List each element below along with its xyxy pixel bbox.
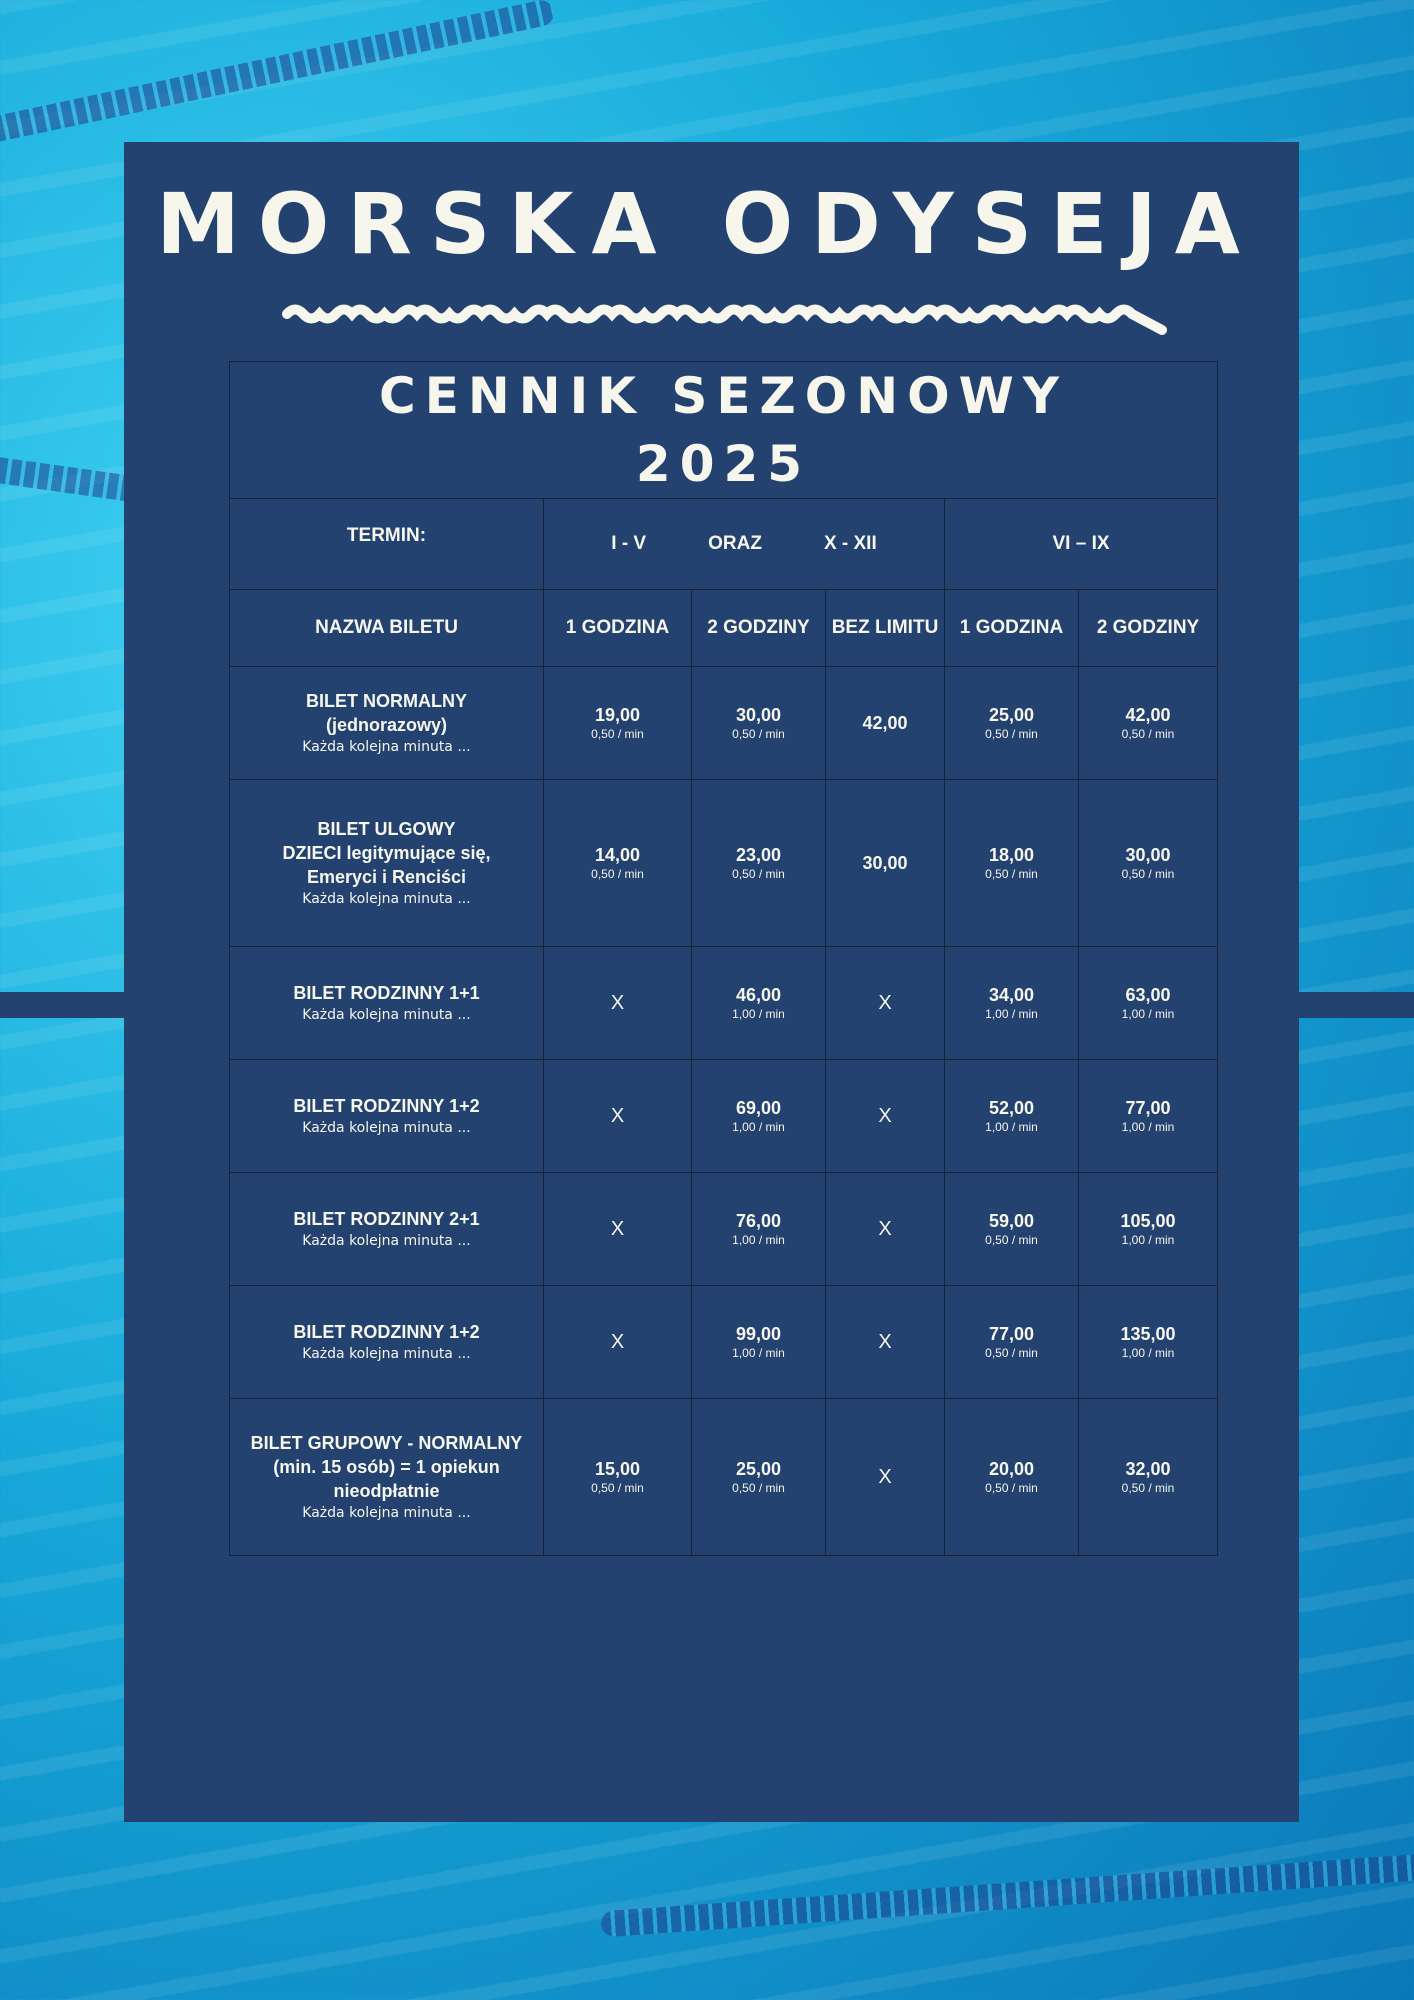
not-available-mark: X: [878, 1217, 892, 1240]
per-minute-rate: 1,00 / min: [732, 1346, 785, 1360]
price-value: 32,00: [1125, 1459, 1171, 1479]
ticket-name-cell: [230, 1286, 544, 1399]
price-cell: [945, 1173, 1079, 1286]
per-minute-rate: 0,50 / min: [591, 727, 644, 741]
price-value: 23,00: [735, 845, 782, 865]
per-minute-rate: 1,00 / min: [732, 1007, 785, 1021]
ticket-name: BILET RODZINNY 1+1: [293, 983, 480, 1003]
per-minute-rate: 1,00 / min: [1121, 1233, 1175, 1247]
ticket-name: BILET RODZINNY 2+1: [293, 1209, 480, 1229]
price-cell: [826, 1399, 945, 1556]
ticket-name: BILET NORMALNY: [306, 691, 467, 711]
per-minute-rate: 1,00 / min: [1121, 1007, 1175, 1021]
price-cell: [544, 667, 692, 780]
price-cell: [544, 1060, 692, 1173]
price-value: 18,00: [988, 845, 1035, 865]
col-header: BEZ LIMITU: [826, 590, 945, 667]
lane-rope: [600, 1849, 1414, 1938]
ticket-note: Każda kolejna minuta ...: [302, 739, 471, 755]
lane-rope: [0, 0, 556, 148]
page-title: MORSKA ODYSEJA: [156, 175, 1258, 273]
price-value: 59,00: [988, 1211, 1035, 1231]
not-available-mark: X: [610, 1104, 625, 1127]
price-cell: [826, 947, 945, 1060]
price-cell: [945, 947, 1079, 1060]
table-row: [230, 947, 1218, 1060]
not-available-mark: X: [878, 1104, 892, 1127]
price-value: 20,00: [988, 1459, 1035, 1479]
price-cell: [945, 667, 1079, 780]
price-value: 25,00: [988, 705, 1035, 725]
price-cell: [692, 947, 826, 1060]
per-minute-rate: 0,50 / min: [985, 867, 1038, 881]
ticket-name-cell: [230, 780, 544, 947]
ticket-name-cell: [230, 1060, 544, 1173]
table-heading: [230, 362, 1218, 499]
per-minute-rate: 1,00 / min: [732, 1120, 785, 1134]
price-cell: [1079, 1399, 1218, 1556]
price-cell: [1079, 1173, 1218, 1286]
price-cell: [826, 1173, 945, 1286]
price-cell: [692, 1173, 826, 1286]
price-value: 52,00: [988, 1098, 1035, 1118]
price-cell: [692, 1286, 826, 1399]
price-cell: [544, 1286, 692, 1399]
per-minute-rate: 1,00 / min: [1121, 1120, 1175, 1134]
price-value: 30,00: [862, 853, 908, 873]
price-value: 105,00: [1120, 1211, 1176, 1231]
period-a-from: I - V: [611, 533, 647, 554]
col-header: 1 GODZINA: [945, 590, 1079, 667]
not-available-mark: X: [610, 1217, 625, 1240]
table-row: [230, 780, 1218, 947]
per-minute-rate: 0,50 / min: [732, 727, 785, 741]
ticket-note: Każda kolejna minuta ...: [302, 1346, 471, 1362]
price-cell: [544, 780, 692, 947]
ticket-note: Każda kolejna minuta ...: [302, 1007, 471, 1023]
ticket-name: BILET RODZINNY 1+2: [293, 1322, 480, 1342]
price-value: 77,00: [988, 1324, 1035, 1344]
price-value: 34,00: [988, 985, 1035, 1005]
ticket-name-cell: [230, 1173, 544, 1286]
wave-divider: [282, 300, 1167, 340]
not-available-mark: X: [610, 1330, 625, 1353]
heading-line: CENNIK SEZONOWY: [379, 367, 1068, 425]
price-value: 69,00: [735, 1098, 782, 1118]
price-cell: [826, 1286, 945, 1399]
price-value: 76,00: [735, 1211, 782, 1231]
table-row: [230, 1173, 1218, 1286]
price-value: 14,00: [594, 845, 641, 865]
price-table: [229, 361, 1218, 1556]
price-value: 42,00: [862, 713, 908, 733]
price-cell: [1079, 667, 1218, 780]
termin-label: TERMIN:: [346, 525, 427, 546]
ticket-name: (min. 15 osób) = 1 opiekun: [273, 1457, 500, 1477]
period-a-joiner: ORAZ: [708, 533, 762, 554]
price-value: 19,00: [594, 705, 641, 725]
per-minute-rate: 0,50 / min: [1121, 1481, 1175, 1495]
price-value: 30,00: [735, 705, 782, 725]
per-minute-rate: 1,00 / min: [732, 1233, 785, 1247]
price-cell: [692, 780, 826, 947]
table-row: [230, 1399, 1218, 1556]
price-cell: [826, 780, 945, 947]
ticket-name-cell: [230, 947, 544, 1060]
ticket-name-header: NAZWA BILETU: [230, 590, 544, 667]
per-minute-rate: 1,00 / min: [1121, 1346, 1175, 1360]
not-available-mark: X: [878, 1330, 892, 1353]
ticket-name-cell: [230, 1399, 544, 1556]
price-cell: [1079, 1286, 1218, 1399]
period-a-to: X - XII: [823, 533, 877, 554]
table-row: [230, 1286, 1218, 1399]
per-minute-rate: 0,50 / min: [985, 1233, 1038, 1247]
price-cell: [945, 1399, 1079, 1556]
ticket-name-cell: [230, 667, 544, 780]
per-minute-rate: 0,50 / min: [985, 1481, 1038, 1495]
ticket-note: Każda kolejna minuta ...: [302, 1120, 471, 1136]
ticket-name: nieodpłatnie: [333, 1481, 440, 1501]
price-value: 15,00: [594, 1459, 641, 1479]
per-minute-rate: 0,50 / min: [732, 867, 785, 881]
price-cell: [1079, 947, 1218, 1060]
price-value: 42,00: [1125, 705, 1171, 725]
price-value: 99,00: [735, 1324, 782, 1344]
price-value: 46,00: [735, 985, 782, 1005]
price-cell: [826, 1060, 945, 1173]
price-cell: [945, 1286, 1079, 1399]
per-minute-rate: 0,50 / min: [985, 727, 1038, 741]
table-row: [230, 667, 1218, 780]
price-cell: [544, 947, 692, 1060]
price-value: 25,00: [735, 1459, 782, 1479]
ticket-name: BILET RODZINNY 1+2: [293, 1096, 480, 1116]
ticket-name: (jednorazowy): [325, 715, 447, 735]
price-cell: [692, 1060, 826, 1173]
per-minute-rate: 0,50 / min: [985, 1346, 1038, 1360]
ticket-note: Każda kolejna minuta ...: [302, 1233, 471, 1249]
per-minute-rate: 0,50 / min: [1121, 727, 1175, 741]
heading-year: 2025: [635, 435, 812, 493]
price-cell: [544, 1173, 692, 1286]
not-available-mark: X: [878, 991, 892, 1014]
per-minute-rate: 1,00 / min: [985, 1007, 1038, 1021]
price-cell: [945, 1060, 1079, 1173]
ticket-name: DZIECI legitymujące się,: [282, 843, 491, 863]
period-a-cell: [544, 499, 945, 590]
col-header: 1 GODZINA: [544, 590, 692, 667]
ticket-note: Każda kolejna minuta ...: [302, 1505, 471, 1521]
price-cell: [1079, 1060, 1218, 1173]
ticket-name: BILET ULGOWY: [317, 819, 456, 839]
price-value: 63,00: [1125, 985, 1171, 1005]
price-cell: [692, 1399, 826, 1556]
ticket-note: Każda kolejna minuta ...: [302, 891, 471, 907]
price-value: 77,00: [1125, 1098, 1171, 1118]
period-b-cell: VI – IX: [945, 499, 1218, 590]
termin-label-cell: [230, 499, 544, 590]
price-value: 30,00: [1125, 845, 1171, 865]
price-cell: [544, 1399, 692, 1556]
per-minute-rate: 1,00 / min: [985, 1120, 1038, 1134]
per-minute-rate: 0,50 / min: [1121, 867, 1175, 881]
price-rows: [230, 667, 1218, 1556]
col-header: 2 GODZINY: [1079, 590, 1218, 667]
ticket-name: BILET GRUPOWY - NORMALNY: [250, 1433, 523, 1453]
per-minute-rate: 0,50 / min: [591, 1481, 644, 1495]
price-cell: [826, 667, 945, 780]
price-cell: [945, 780, 1079, 947]
per-minute-rate: 0,50 / min: [591, 867, 644, 881]
per-minute-rate: 0,50 / min: [732, 1481, 785, 1495]
not-available-mark: X: [878, 1465, 892, 1488]
price-cell: [692, 667, 826, 780]
table-row: [230, 1060, 1218, 1173]
price-cell: [1079, 780, 1218, 947]
price-value: 135,00: [1120, 1324, 1176, 1344]
not-available-mark: X: [610, 991, 625, 1014]
ticket-name: Emeryci i Renciści: [306, 867, 467, 887]
col-header: 2 GODZINY: [692, 590, 826, 667]
